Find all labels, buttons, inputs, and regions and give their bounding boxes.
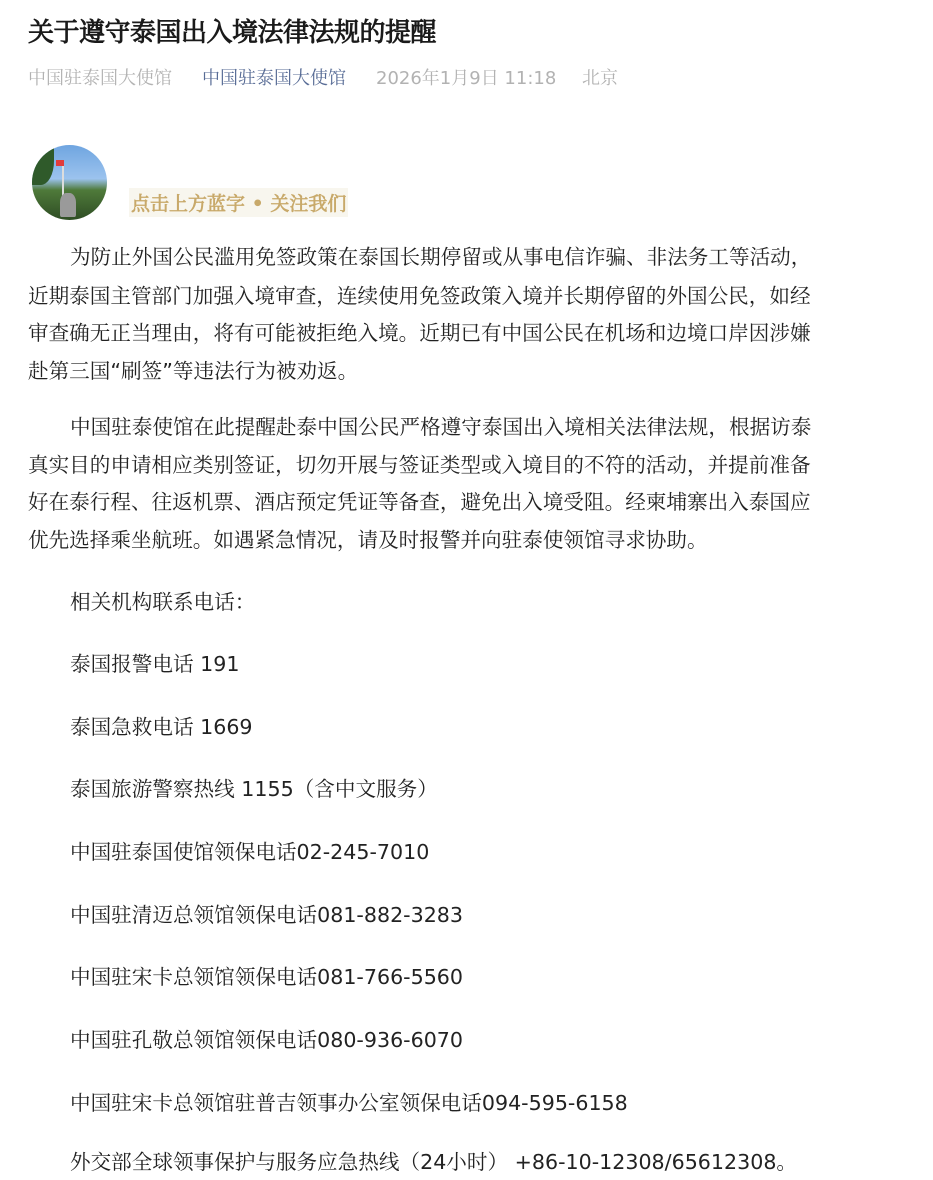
article-author: 中国驻泰国大使馆	[28, 68, 172, 89]
paragraph-line: 近期泰国主管部门加强入境审查，连续使用免签政策入境并长期停留的外国公民，如经	[28, 284, 811, 308]
contact-item: 外交部全球领事保护与服务应急热线（24小时） +86-10-12308/65612308。	[70, 1150, 798, 1174]
contact-item: 中国驻孔敬总领馆领保电话080-936-6070	[70, 1028, 464, 1052]
article-title: 关于遵守泰国出入境法律法规的提醒	[28, 18, 437, 48]
contact-item: 中国驻清迈总领馆领保电话081-882-3283	[70, 903, 464, 927]
flag-icon	[56, 160, 64, 166]
account-name-link[interactable]: 中国驻泰国大使馆	[202, 68, 346, 89]
publish-location: 北京	[582, 68, 618, 89]
paragraph-line: 优先选择乘坐航班。如遇紧急情况，请及时报警并向驻泰使领馆寻求协助。	[28, 528, 708, 552]
contact-item: 中国驻泰国使馆领保电话02-245-7010	[70, 840, 430, 864]
contact-item: 泰国报警电话 191	[70, 652, 240, 676]
contact-item: 泰国旅游警察热线 1155（含中文服务）	[70, 777, 438, 801]
paragraph-line: 中国驻泰使馆在此提醒赴泰中国公民严格遵守泰国出入境相关法律法规，根据访泰	[70, 415, 812, 439]
contacts-heading: 相关机构联系电话：	[70, 590, 256, 614]
account-avatar-image	[32, 145, 107, 220]
paragraph-line: 好在泰行程、往返机票、酒店预定凭证等备查，避免出入境受阻。经柬埔寨出入泰国应	[28, 490, 811, 514]
paragraph-line: 为防止外国公民滥用免签政策在泰国长期停留或从事电信诈骗、非法务工等活动，	[70, 245, 812, 269]
contact-item: 中国驻宋卡总领馆驻普吉领事办公室领保电话094-595-6158	[70, 1091, 628, 1115]
paragraph-line: 赴第三国“刷签”等违法行为被劝返。	[28, 359, 359, 383]
publish-date: 2026年1月9日 11:18	[376, 68, 557, 89]
paragraph-line: 真实目的申请相应类别签证，切勿开展与签证类型或入境目的不符的活动，并提前准备	[28, 453, 811, 477]
follow-tagline: 点击上方蓝字 • 关注我们	[129, 188, 348, 217]
contact-item: 泰国急救电话 1669	[70, 715, 253, 739]
paragraph-line: 审查确无正当理由，将有可能被拒绝入境。近期已有中国公民在机场和边境口岸因涉嫌	[28, 321, 811, 345]
contact-item: 中国驻宋卡总领馆领保电话081-766-5560	[70, 965, 464, 989]
